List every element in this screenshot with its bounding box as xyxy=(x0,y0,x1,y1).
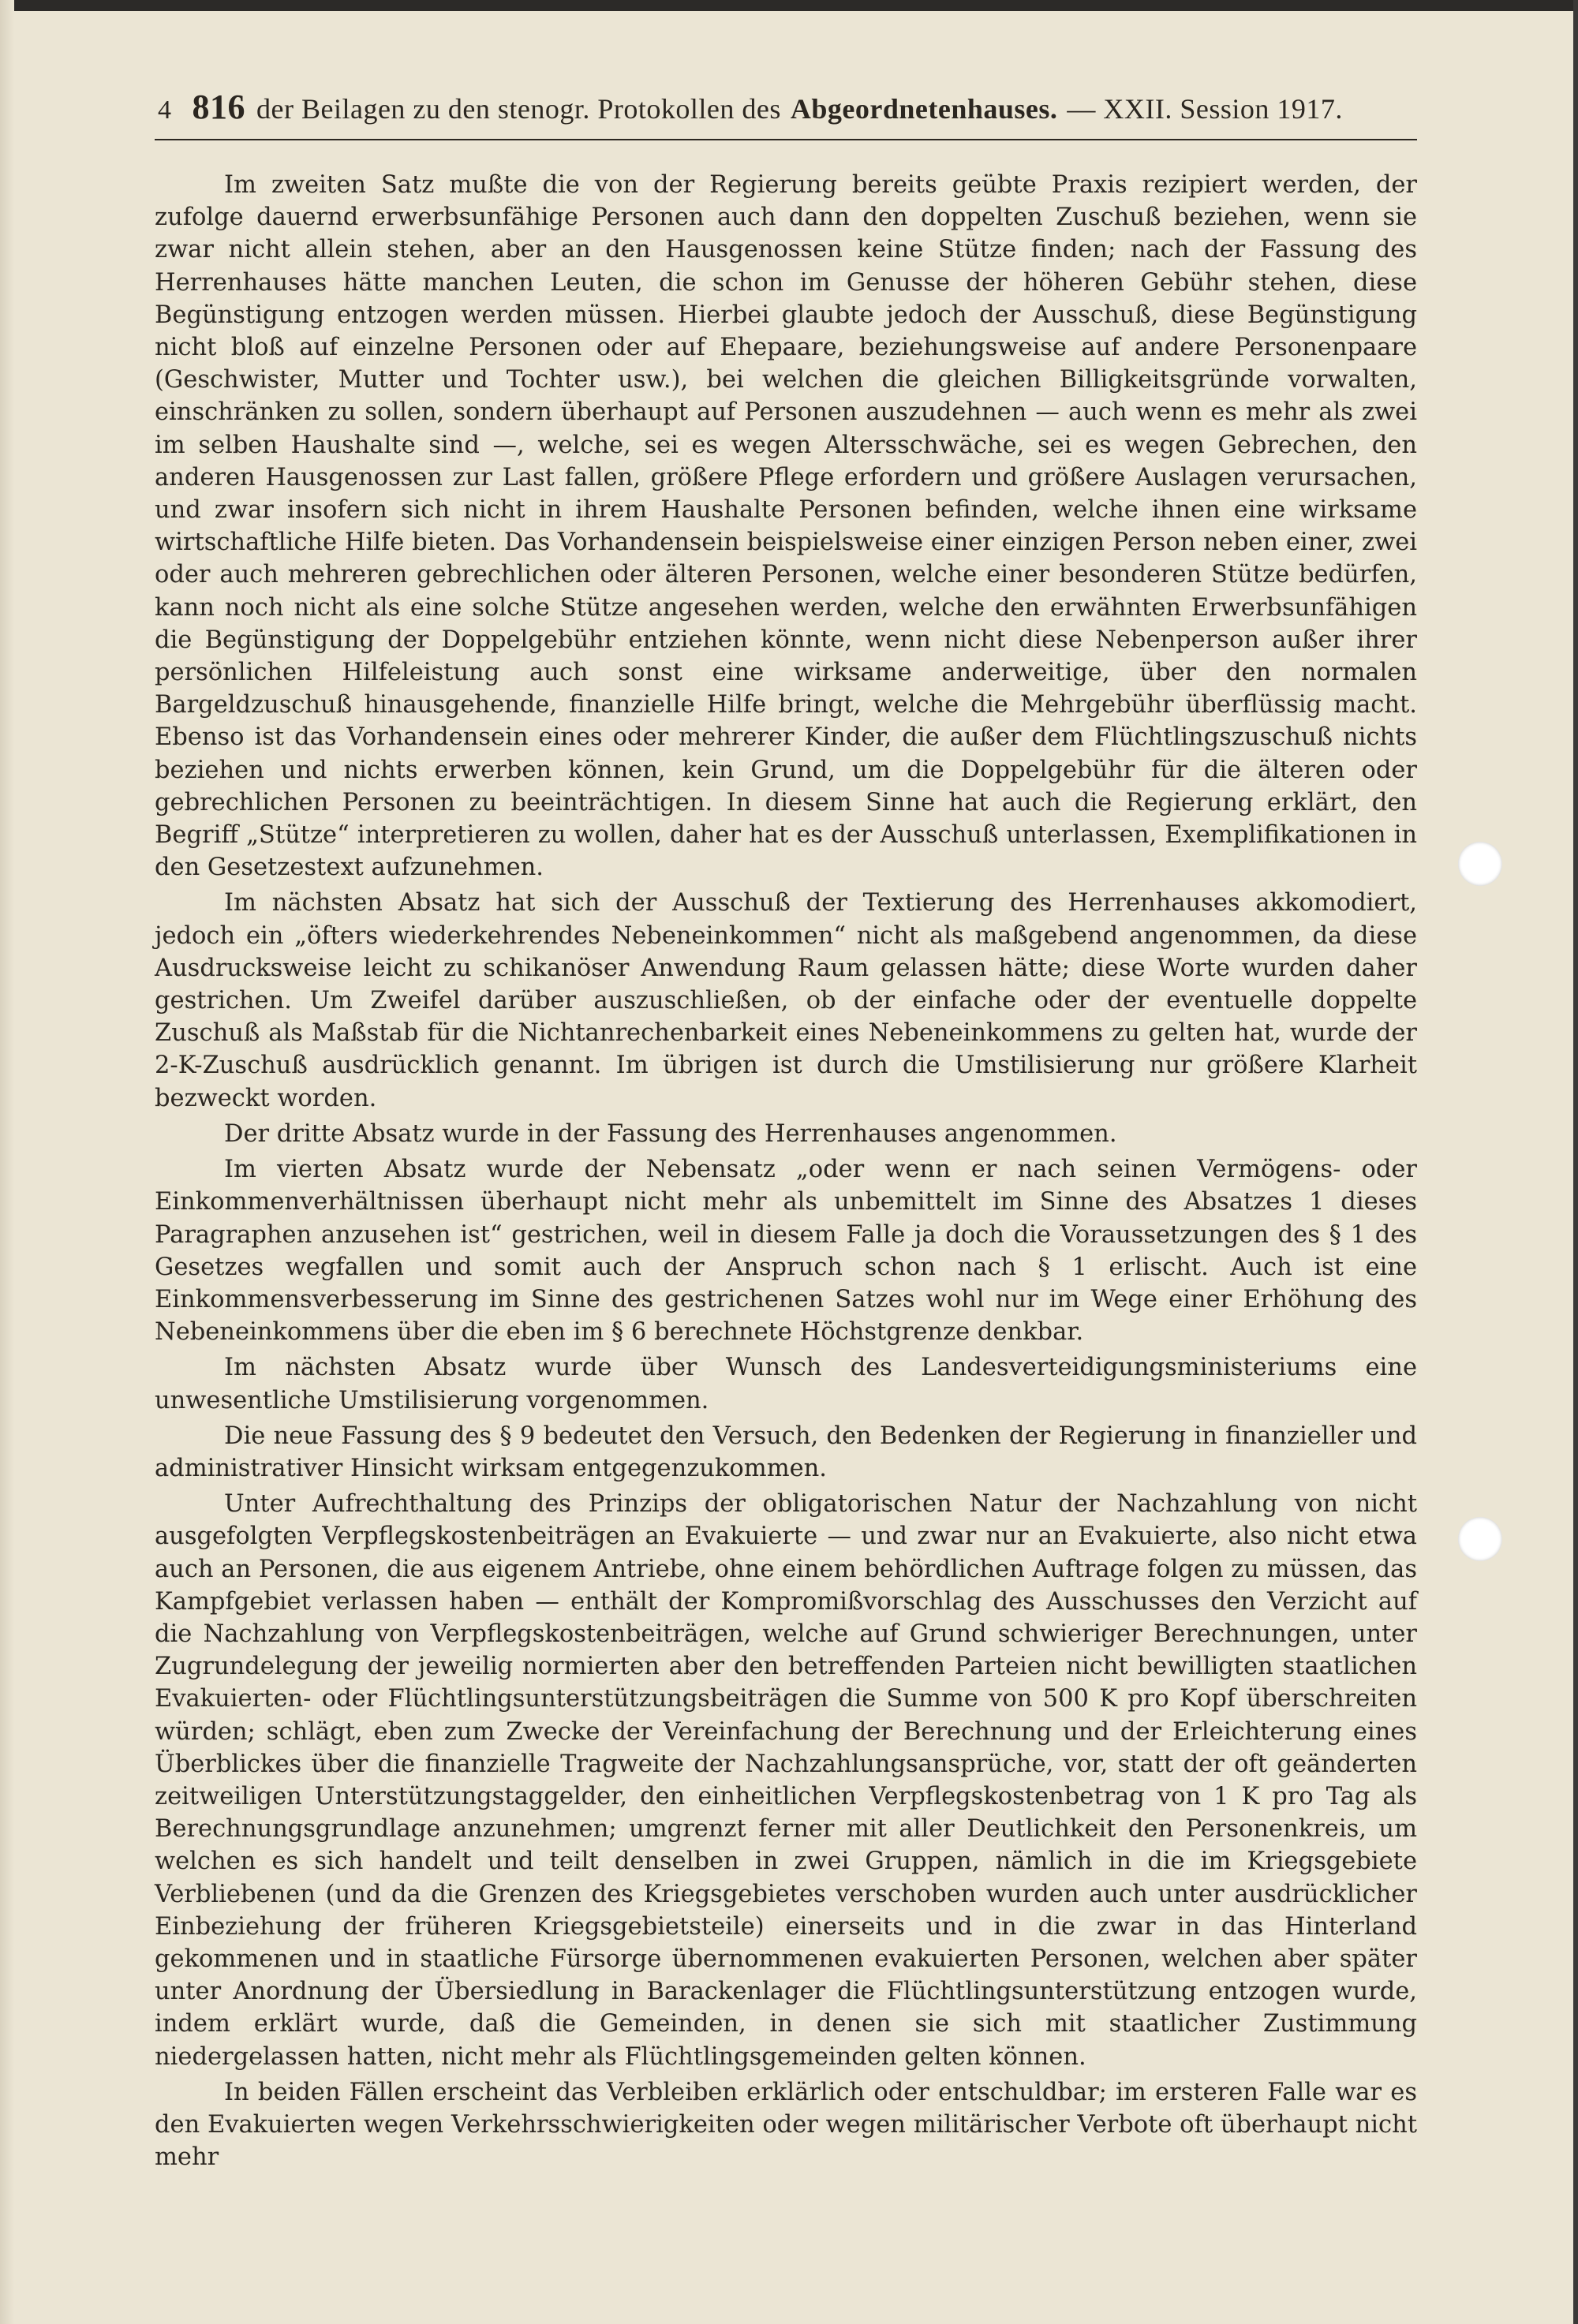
punch-hole xyxy=(1458,842,1502,886)
header-title-part-2: Abgeordnetenhauses. xyxy=(790,93,1058,125)
page-header xyxy=(158,87,1420,134)
document-body xyxy=(155,169,1417,2173)
paragraph-3: Der dritte Absatz wurde in der Fassung des Herrenhauses angenommen. xyxy=(224,1119,1117,1148)
scan-right-edge xyxy=(1573,0,1578,2324)
paragraph-6: Die neue Fassung des § 9 bedeutet den Versuch, den Bedenken der Regierung in finanzieller und administrativer Hinsicht wirksam entgegenzukommen. xyxy=(155,1422,1417,1482)
header-divider xyxy=(155,139,1417,140)
paragraph-2: Im nächsten Absatz hat sich der Ausschuß der Textierung des Herrenhauses akkomodiert, jedoch ein „öfters wiederkehrendes Nebeneinkommen“ nicht als maßgebend angenommen, da diese Ausdrucksweise leicht zu schikanöser Anwendung Raum gelassen hätte; diese Worte wurden daher gestrichen. Um Zweifel darüber auszuschließen, ob der einfache oder der eventuelle doppelte Zuschuß als Maßstab für die Nichtanrechenbarkeit eines Nebeneinkommens zu gelten hat, wurde der 2-K-Zuschuß ausdrücklich genannt. Im übrigen ist durch die Umstilisierung nur größere Klarheit bezweckt worden. xyxy=(155,889,1417,1112)
paragraph-7: Unter Aufrechthaltung des Prinzips der obligatorischen Natur der Nachzahlung von nicht ausgefolgten Verpflegskostenbeiträgen an Evakuierte — und zwar nur an Evakuierte, also nicht etwa auch an Personen, die aus eigenem Antriebe, ohne einem behördlichen Auftrage folgen zu müssen, das Kampfgebiet verlassen haben — enthält der Kompromißvorschlag des Ausschusses den Verzicht auf die Nachzahlung von Verpflegskostenbeiträgen, welche auf Grund schwieriger Berechnungen, unter Zugrundelegung der jeweilig normierten aber den betreffenden Parteien nicht bewilligten staatlichen Evakuierten- oder Flüchtlingsunterstützungsbeiträgen die Summe von 500 K pro Kopf überschreiten würden; schlägt, eben zum Zwecke der Vereinfachung der Berechnung und der Erleichterung eines Überblickes über die finanzielle Tragweite der Nachzahlungsansprüche, vor, statt der oft geänderten zeitweiligen Unterstützungstaggelder, den einheitlichen Verpflegskostenbetrag von 1 K pro Tag als Berechnungsgrundlage anzunehmen; umgrenzt ferner mit aller Deutlichkeit den Personenkreis, um welchen es sich handelt und teilt denselben in zwei Gruppen, nämlich in die im Kriegsgebiete Verbliebenen (und da die Grenzen des Kriegsgebietes verschoben wurden auch unter ausdrücklicher Einbeziehung der früheren Kriegsgebietsteile) einerseits und in die zwar in das Hinterland gekommenen und in staatliche Fürsorge übernommenen evakuierten Personen, welchen aber später unter Anordnung der Übersiedlung in Barackenlager die Flüchtlingsunterstützung entzogen wurde, indem erklärt wurde, daß die Gemeinden, in denen sie sich mit staatlicher Zustimmung niedergelassen hatten, nicht mehr als Flüchtlingsgemeinden gelten können. xyxy=(155,1490,1417,2071)
document-number: 816 xyxy=(192,88,245,126)
page-number: 4 xyxy=(158,95,172,125)
scan-left-edge xyxy=(0,0,14,2324)
header-session: — XXII. Session 1917. xyxy=(1067,93,1343,125)
paragraph-4: Im vierten Absatz wurde der Nebensatz „oder wenn er nach seinen Vermögens- oder Einkommenverhältnissen überhaupt nicht mehr als unbemittelt im Sinne des Absatzes 1 dieses Paragraphen anzusehen ist“ gestrichen, weil in diesem Falle ja doch die Voraussetzungen des § 1 des Gesetzes wegfallen und somit auch der Anspruch schon nach § 1 erlischt. Auch ist eine Einkommensverbesserung im Sinne des gestrichenen Satzes wohl nur im Wege einer Erhöhung des Nebeneinkommens über die eben im § 6 berechnete Höchstgrenze denkbar. xyxy=(155,1156,1417,1347)
punch-hole xyxy=(1458,1517,1502,1561)
scan-top-edge xyxy=(0,0,1578,11)
paragraph-5: Im nächsten Absatz wurde über Wunsch des Landesverteidigungsministeriums eine unwesentliche Umstilisierung vorgenommen. xyxy=(155,1354,1417,1414)
paragraph-1: Im zweiten Satz mußte die von der Regierung bereits geübte Praxis rezipiert werden, der zufolge dauernd erwerbsunfähige Personen auch dann den doppelten Zuschuß beziehen, wenn sie zwar nicht allein stehen, aber an den Hausgenossen keine Stütze finden; nach der Fassung des Herrenhauses hätte manchen Leuten, die schon im Genusse der höheren Gebühr stehen, diese Begünstigung entzogen werden müssen. Hierbei glaubte jedoch der Ausschuß, diese Begünstigung nicht bloß auf einzelne Personen oder auf Ehepaare, beziehungsweise auf andere Personenpaare (Geschwister, Mutter und Tochter usw.), bei welchen die gleichen Billigkeitsgründe vorwalten, einschränken zu sollen, sondern überhaupt auf Personen auszudehnen — auch wenn es mehr als zwei im selben Haushalte sind —, welche, sei es wegen Altersschwäche, sei es wegen Gebrechen, den anderen Hausgenossen zur Last fallen, größere Pflege erfordern und größere Auslagen verursachen, und zwar insofern sich nicht in ihrem Haushalte Personen befinden, welche ihnen eine wirksame wirtschaftliche Hilfe bieten. Das Vorhandensein beispielsweise einer einzigen Person neben einer, zwei oder auch mehreren gebrechlichen oder älteren Personen, welche einer besonderen Stütze bedürfen, kann noch nicht als eine solche Stütze angesehen werden, welche den erwähnten Erwerbsunfähigen die Begünstigung der Doppelgebühr entziehen könnte, wenn nicht diese Nebenperson außer ihrer persönlichen Hilfeleistung auch sonst eine wirksame anderweitige, über den normalen Bargeldzuschuß hinausgehende, finanzielle Hilfe bringt, welche die Mehrgebühr überflüssig macht. Ebenso ist das Vorhandensein eines oder mehrerer Kinder, die außer dem Flüchtlingszuschuß nichts beziehen und nichts erwerben können, kein Grund, um die Doppelgebühr für die älteren oder gebrechlichen Personen zu beeinträchtigen. In diesem Sinne hat auch die Regierung erklärt, den Begriff „Stütze“ interpretieren zu wollen, daher hat es der Ausschuß unterlassen, Exemplifikationen in den Gesetzestext aufzunehmen. xyxy=(155,171,1417,882)
paragraph-8: In beiden Fällen erscheint das Verbleiben erklärlich oder entschuldbar; im ersteren Falle war es den Evakuierten wegen Verkehrsschwierigkeiten oder wegen militärischer Verbote oft überhaupt nicht mehr xyxy=(155,2078,1417,2172)
header-title-part-1: der Beilagen zu den stenogr. Protokollen des xyxy=(256,93,781,125)
